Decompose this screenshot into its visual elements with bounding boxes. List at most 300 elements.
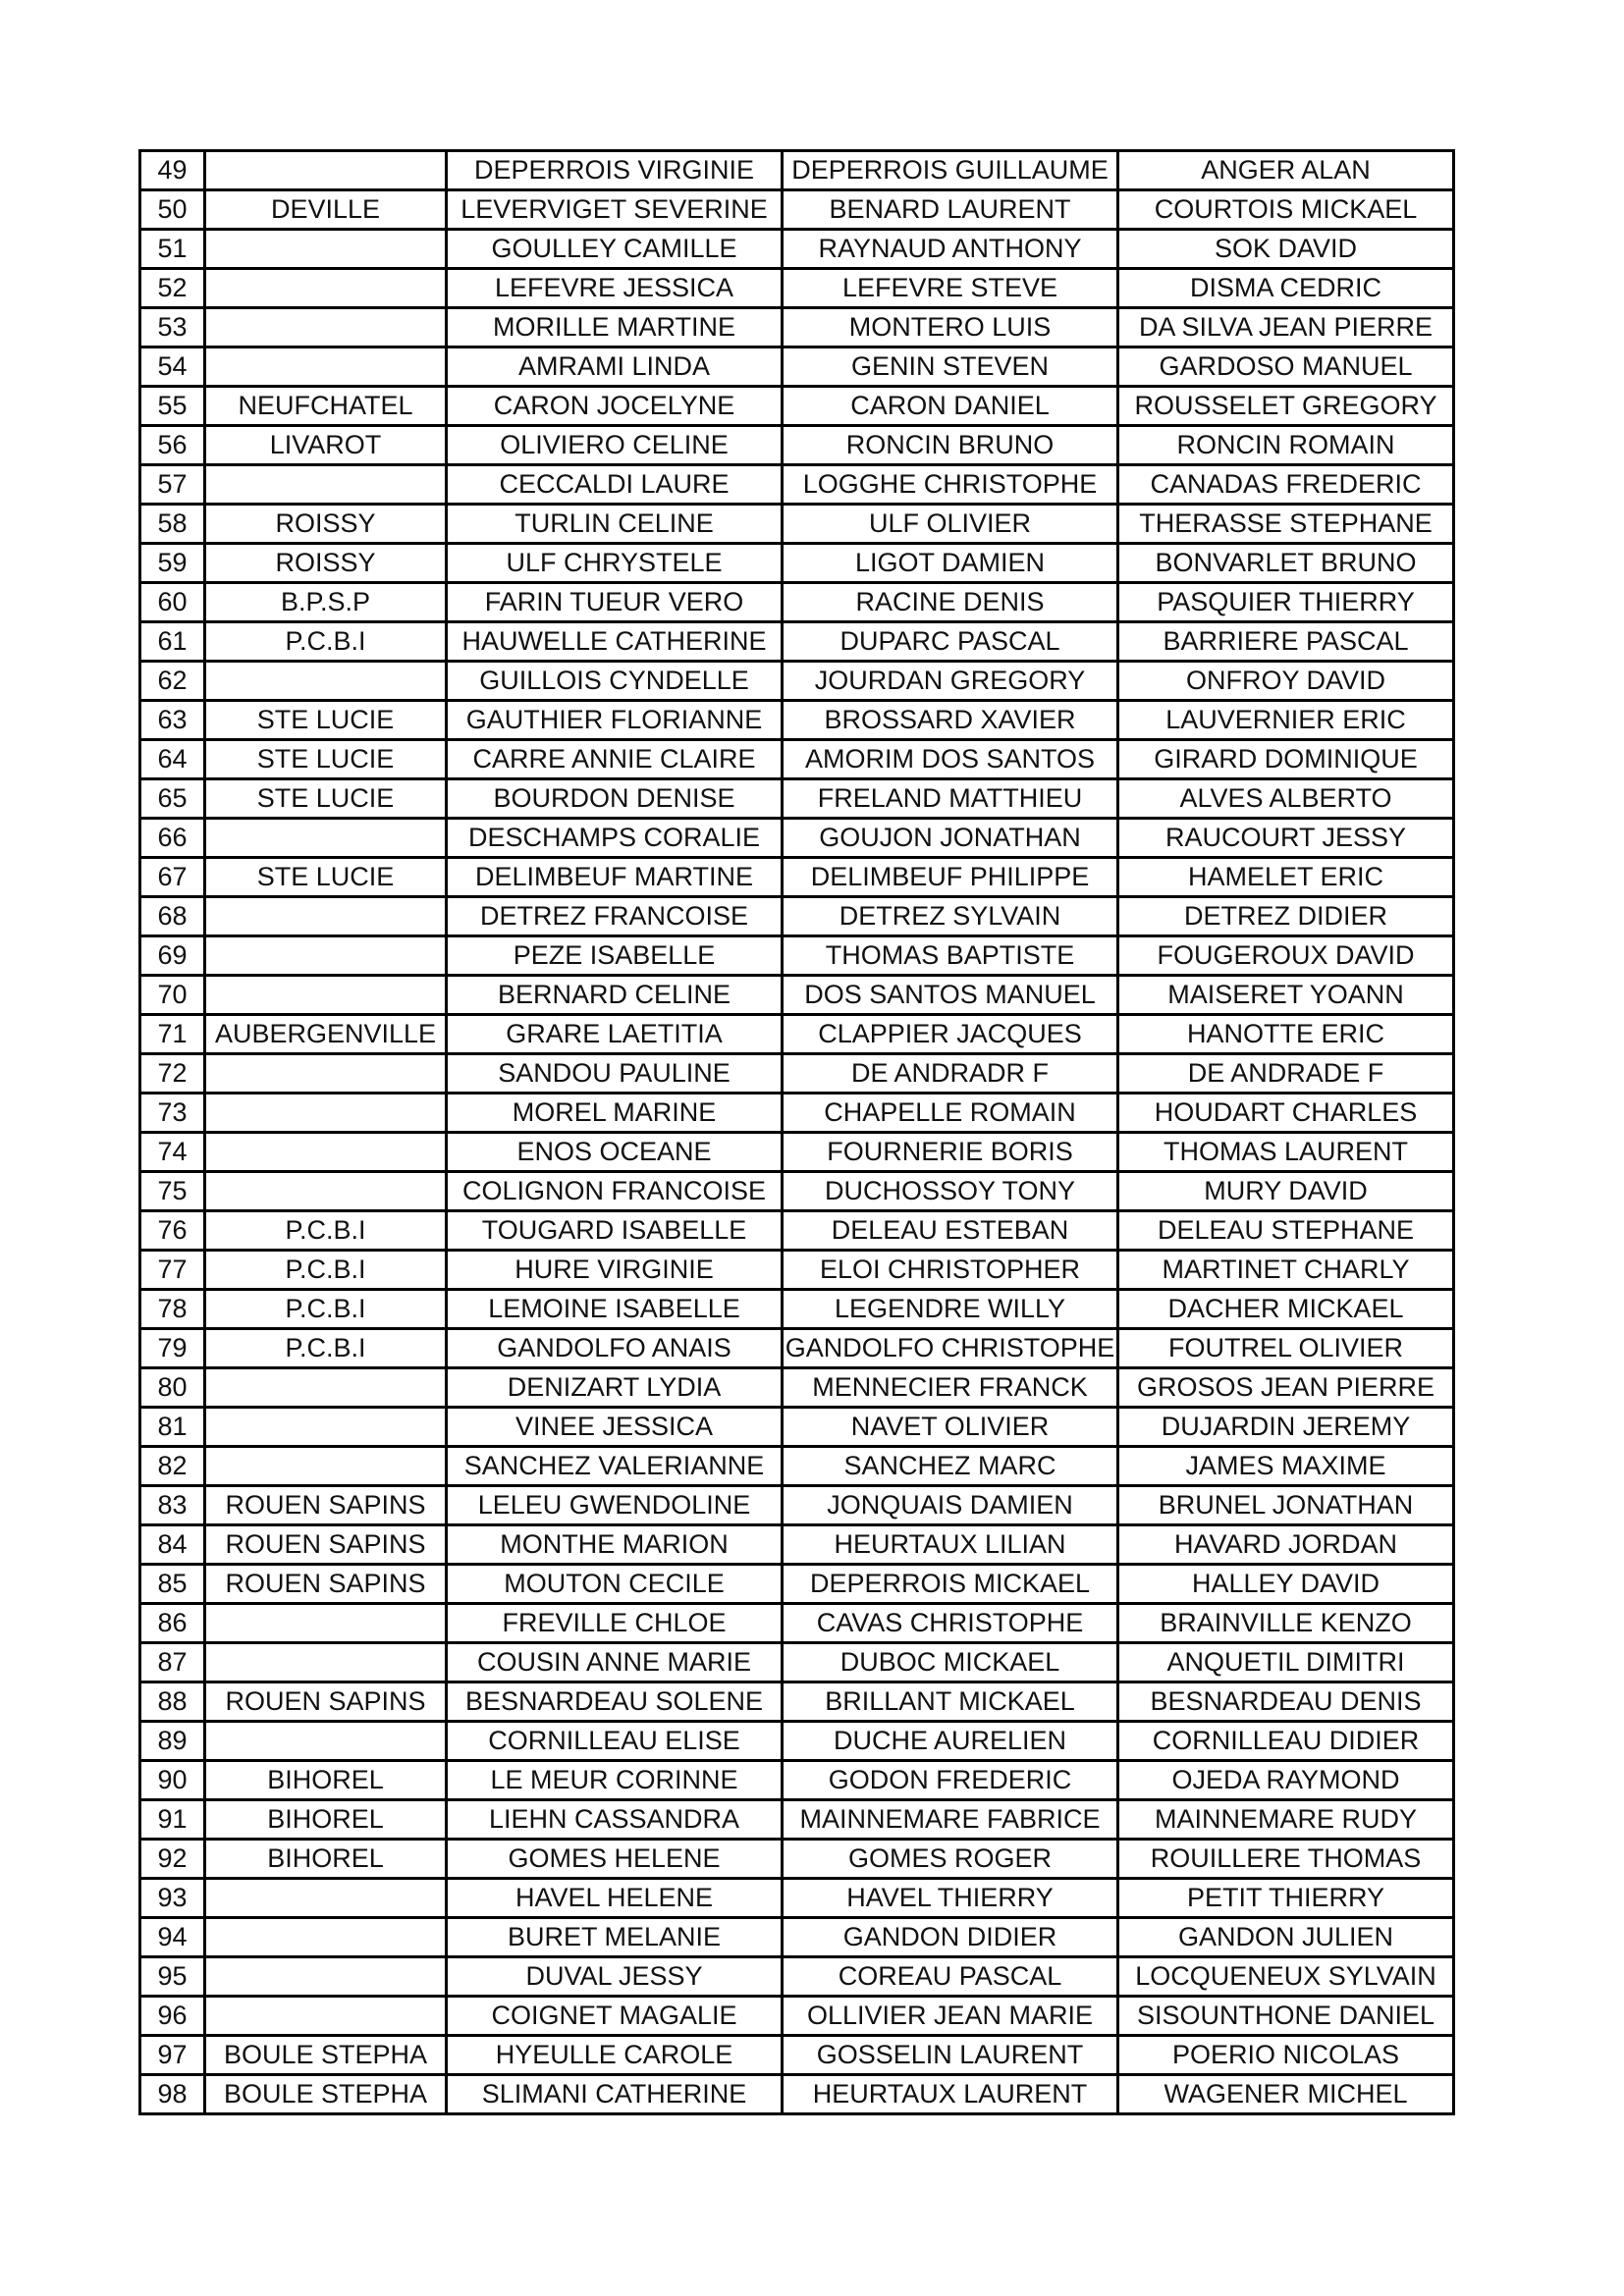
player-2-cell: LIGOT DAMIEN — [783, 544, 1118, 583]
club-cell — [205, 1172, 447, 1211]
club-cell: ROUEN SAPINS — [205, 1486, 447, 1525]
player-1-cell: LE MEUR CORINNE — [447, 1761, 783, 1800]
table-row — [140, 426, 1454, 465]
player-1-cell: AMRAMI LINDA — [447, 347, 783, 387]
table-row — [140, 1408, 1454, 1447]
club-cell — [205, 465, 447, 505]
row-number-cell: 52 — [140, 269, 205, 308]
club-cell — [205, 897, 447, 936]
player-3-cell: DE ANDRADE F — [1118, 1054, 1454, 1094]
club-cell: ROUEN SAPINS — [205, 1682, 447, 1722]
player-2-cell: AMORIM DOS SANTOS — [783, 740, 1118, 779]
player-3-cell: HALLEY DAVID — [1118, 1565, 1454, 1604]
player-2-cell: DUBOC MICKAEL — [783, 1643, 1118, 1682]
row-number-cell: 83 — [140, 1486, 205, 1525]
table-row — [140, 622, 1454, 662]
player-2-cell: GANDON DIDIER — [783, 1918, 1118, 1957]
player-2-cell: CAVAS CHRISTOPHE — [783, 1604, 1118, 1643]
player-1-cell: DUVAL JESSY — [447, 1957, 783, 1997]
registration-table — [138, 149, 1455, 2115]
table-row — [140, 1094, 1454, 1133]
player-3-cell: CORNILLEAU DIDIER — [1118, 1722, 1454, 1761]
club-cell: STE LUCIE — [205, 858, 447, 897]
club-cell: NEUFCHATEL — [205, 387, 447, 426]
player-1-cell: SANCHEZ VALERIANNE — [447, 1447, 783, 1486]
player-3-cell: CANADAS FREDERIC — [1118, 465, 1454, 505]
player-1-cell: PEZE ISABELLE — [447, 936, 783, 976]
row-number-cell: 59 — [140, 544, 205, 583]
table-row — [140, 1565, 1454, 1604]
club-cell — [205, 1879, 447, 1918]
table-row — [140, 1840, 1454, 1879]
table-row — [140, 583, 1454, 622]
row-number-cell: 91 — [140, 1800, 205, 1840]
table-row — [140, 1525, 1454, 1565]
player-1-cell: ULF CHRYSTELE — [447, 544, 783, 583]
player-2-cell: BROSSARD XAVIER — [783, 701, 1118, 740]
player-1-cell: DENIZART LYDIA — [447, 1368, 783, 1408]
player-1-cell: CARON JOCELYNE — [447, 387, 783, 426]
row-number-cell: 61 — [140, 622, 205, 662]
player-2-cell: HAVEL THIERRY — [783, 1879, 1118, 1918]
player-2-cell: DEPERROIS GUILLAUME — [783, 151, 1118, 190]
player-1-cell: CARRE ANNIE CLAIRE — [447, 740, 783, 779]
row-number-cell: 56 — [140, 426, 205, 465]
row-number-cell: 82 — [140, 1447, 205, 1486]
player-2-cell: SANCHEZ MARC — [783, 1447, 1118, 1486]
player-2-cell: DETREZ SYLVAIN — [783, 897, 1118, 936]
player-2-cell: DUPARC PASCAL — [783, 622, 1118, 662]
player-3-cell: GROSOS JEAN PIERRE — [1118, 1368, 1454, 1408]
player-2-cell: GOSSELIN LAURENT — [783, 2036, 1118, 2075]
player-2-cell: OLLIVIER JEAN MARIE — [783, 1997, 1118, 2036]
club-cell — [205, 1408, 447, 1447]
table-row — [140, 1997, 1454, 2036]
table-row — [140, 308, 1454, 347]
table-row — [140, 1682, 1454, 1722]
club-cell: BIHOREL — [205, 1840, 447, 1879]
player-2-cell: LOGGHE CHRISTOPHE — [783, 465, 1118, 505]
player-3-cell: ALVES ALBERTO — [1118, 779, 1454, 819]
player-2-cell: GOUJON JONATHAN — [783, 819, 1118, 858]
player-1-cell: TOUGARD ISABELLE — [447, 1211, 783, 1251]
club-cell: P.C.B.I — [205, 1211, 447, 1251]
player-3-cell: LAUVERNIER ERIC — [1118, 701, 1454, 740]
player-1-cell: GANDOLFO ANAIS — [447, 1329, 783, 1368]
club-cell — [205, 976, 447, 1015]
player-2-cell: JONQUAIS DAMIEN — [783, 1486, 1118, 1525]
row-number-cell: 54 — [140, 347, 205, 387]
row-number-cell: 58 — [140, 505, 205, 544]
table-row — [140, 1054, 1454, 1094]
player-1-cell: DESCHAMPS CORALIE — [447, 819, 783, 858]
player-2-cell: GOMES ROGER — [783, 1840, 1118, 1879]
player-3-cell: GARDOSO MANUEL — [1118, 347, 1454, 387]
table-row — [140, 1604, 1454, 1643]
player-1-cell: FREVILLE CHLOE — [447, 1604, 783, 1643]
player-3-cell: SISOUNTHONE DANIEL — [1118, 1997, 1454, 2036]
table-row — [140, 1133, 1454, 1172]
player-3-cell: BRAINVILLE KENZO — [1118, 1604, 1454, 1643]
table-row — [140, 1918, 1454, 1957]
player-2-cell: RAYNAUD ANTHONY — [783, 230, 1118, 269]
player-2-cell: MAINNEMARE FABRICE — [783, 1800, 1118, 1840]
player-1-cell: OLIVIERO CELINE — [447, 426, 783, 465]
table-row — [140, 936, 1454, 976]
row-number-cell: 57 — [140, 465, 205, 505]
club-cell — [205, 936, 447, 976]
table-row — [140, 1722, 1454, 1761]
row-number-cell: 51 — [140, 230, 205, 269]
player-3-cell: BRUNEL JONATHAN — [1118, 1486, 1454, 1525]
club-cell — [205, 308, 447, 347]
row-number-cell: 78 — [140, 1290, 205, 1329]
row-number-cell: 64 — [140, 740, 205, 779]
player-2-cell: LEGENDRE WILLY — [783, 1290, 1118, 1329]
club-cell: P.C.B.I — [205, 1329, 447, 1368]
player-3-cell: HOUDART CHARLES — [1118, 1094, 1454, 1133]
club-cell — [205, 1054, 447, 1094]
table-row — [140, 819, 1454, 858]
player-1-cell: HURE VIRGINIE — [447, 1251, 783, 1290]
player-3-cell: ROUSSELET GREGORY — [1118, 387, 1454, 426]
player-2-cell: COREAU PASCAL — [783, 1957, 1118, 1997]
club-cell: ROISSY — [205, 505, 447, 544]
player-3-cell: DUJARDIN JEREMY — [1118, 1408, 1454, 1447]
table-row — [140, 1251, 1454, 1290]
table-row — [140, 1643, 1454, 1682]
club-cell — [205, 1722, 447, 1761]
club-cell: P.C.B.I — [205, 622, 447, 662]
player-2-cell: CARON DANIEL — [783, 387, 1118, 426]
player-1-cell: COIGNET MAGALIE — [447, 1997, 783, 2036]
player-3-cell: GIRARD DOMINIQUE — [1118, 740, 1454, 779]
table-row — [140, 269, 1454, 308]
player-2-cell: NAVET OLIVIER — [783, 1408, 1118, 1447]
row-number-cell: 73 — [140, 1094, 205, 1133]
player-3-cell: MAINNEMARE RUDY — [1118, 1800, 1454, 1840]
club-cell: LIVAROT — [205, 426, 447, 465]
player-3-cell: COURTOIS MICKAEL — [1118, 190, 1454, 230]
club-cell — [205, 1133, 447, 1172]
row-number-cell: 66 — [140, 819, 205, 858]
club-cell: DEVILLE — [205, 190, 447, 230]
row-number-cell: 71 — [140, 1015, 205, 1054]
player-1-cell: DETREZ FRANCOISE — [447, 897, 783, 936]
row-number-cell: 84 — [140, 1525, 205, 1565]
player-1-cell: COUSIN ANNE MARIE — [447, 1643, 783, 1682]
table-row — [140, 897, 1454, 936]
club-cell: P.C.B.I — [205, 1290, 447, 1329]
player-2-cell: RACINE DENIS — [783, 583, 1118, 622]
player-1-cell: LEMOINE ISABELLE — [447, 1290, 783, 1329]
player-2-cell: MENNECIER FRANCK — [783, 1368, 1118, 1408]
club-cell — [205, 1918, 447, 1957]
table-body — [140, 151, 1454, 2114]
player-1-cell: MOREL MARINE — [447, 1094, 783, 1133]
player-2-cell: LEFEVRE STEVE — [783, 269, 1118, 308]
player-1-cell: BOURDON DENISE — [447, 779, 783, 819]
row-number-cell: 95 — [140, 1957, 205, 1997]
player-1-cell: CECCALDI LAURE — [447, 465, 783, 505]
club-cell: STE LUCIE — [205, 740, 447, 779]
row-number-cell: 94 — [140, 1918, 205, 1957]
player-3-cell: DETREZ DIDIER — [1118, 897, 1454, 936]
club-cell: BIHOREL — [205, 1800, 447, 1840]
player-3-cell: WAGENER MICHEL — [1118, 2075, 1454, 2114]
club-cell: B.P.S.P — [205, 583, 447, 622]
player-2-cell: BRILLANT MICKAEL — [783, 1682, 1118, 1722]
player-2-cell: BENARD LAURENT — [783, 190, 1118, 230]
row-number-cell: 49 — [140, 151, 205, 190]
player-3-cell: OJEDA RAYMOND — [1118, 1761, 1454, 1800]
player-1-cell: GOULLEY CAMILLE — [447, 230, 783, 269]
club-cell — [205, 347, 447, 387]
row-number-cell: 85 — [140, 1565, 205, 1604]
player-2-cell: CLAPPIER JACQUES — [783, 1015, 1118, 1054]
player-2-cell: JOURDAN GREGORY — [783, 662, 1118, 701]
player-3-cell: BESNARDEAU DENIS — [1118, 1682, 1454, 1722]
table-row — [140, 505, 1454, 544]
club-cell — [205, 151, 447, 190]
player-1-cell: SLIMANI CATHERINE — [447, 2075, 783, 2114]
table-row — [140, 2075, 1454, 2114]
player-2-cell: DE ANDRADR F — [783, 1054, 1118, 1094]
player-1-cell: FARIN TUEUR VERO — [447, 583, 783, 622]
player-3-cell: THERASSE STEPHANE — [1118, 505, 1454, 544]
player-3-cell: RAUCOURT JESSY — [1118, 819, 1454, 858]
row-number-cell: 50 — [140, 190, 205, 230]
club-cell — [205, 1643, 447, 1682]
table-row — [140, 1211, 1454, 1251]
player-2-cell: DUCHOSSOY TONY — [783, 1172, 1118, 1211]
player-2-cell: FOURNERIE BORIS — [783, 1133, 1118, 1172]
player-3-cell: DISMA CEDRIC — [1118, 269, 1454, 308]
club-cell: BOULE STEPHA — [205, 2075, 447, 2114]
club-cell — [205, 1447, 447, 1486]
club-cell: STE LUCIE — [205, 701, 447, 740]
row-number-cell: 60 — [140, 583, 205, 622]
club-cell: ROUEN SAPINS — [205, 1525, 447, 1565]
club-cell — [205, 1094, 447, 1133]
row-number-cell: 68 — [140, 897, 205, 936]
table-row — [140, 1879, 1454, 1918]
player-3-cell: DACHER MICKAEL — [1118, 1290, 1454, 1329]
player-3-cell: ANGER ALAN — [1118, 151, 1454, 190]
player-3-cell: PASQUIER THIERRY — [1118, 583, 1454, 622]
table-row — [140, 1015, 1454, 1054]
player-3-cell: FOUTREL OLIVIER — [1118, 1329, 1454, 1368]
row-number-cell: 55 — [140, 387, 205, 426]
table-row — [140, 976, 1454, 1015]
row-number-cell: 77 — [140, 1251, 205, 1290]
player-3-cell: JAMES MAXIME — [1118, 1447, 1454, 1486]
player-3-cell: POERIO NICOLAS — [1118, 2036, 1454, 2075]
club-cell — [205, 1957, 447, 1997]
row-number-cell: 87 — [140, 1643, 205, 1682]
player-2-cell: DUCHE AURELIEN — [783, 1722, 1118, 1761]
player-1-cell: LEVERVIGET SEVERINE — [447, 190, 783, 230]
player-1-cell: COLIGNON FRANCOISE — [447, 1172, 783, 1211]
row-number-cell: 81 — [140, 1408, 205, 1447]
player-2-cell: HEURTAUX LILIAN — [783, 1525, 1118, 1565]
player-2-cell: ULF OLIVIER — [783, 505, 1118, 544]
player-3-cell: MURY DAVID — [1118, 1172, 1454, 1211]
player-1-cell: CORNILLEAU ELISE — [447, 1722, 783, 1761]
table-row — [140, 662, 1454, 701]
player-1-cell: BERNARD CELINE — [447, 976, 783, 1015]
player-3-cell: BONVARLET BRUNO — [1118, 544, 1454, 583]
club-cell: BOULE STEPHA — [205, 2036, 447, 2075]
player-1-cell: SANDOU PAULINE — [447, 1054, 783, 1094]
row-number-cell: 75 — [140, 1172, 205, 1211]
row-number-cell: 86 — [140, 1604, 205, 1643]
player-1-cell: GOMES HELENE — [447, 1840, 783, 1879]
player-2-cell: RONCIN BRUNO — [783, 426, 1118, 465]
player-2-cell: GODON FREDERIC — [783, 1761, 1118, 1800]
club-cell: AUBERGENVILLE — [205, 1015, 447, 1054]
table-row — [140, 347, 1454, 387]
table-row — [140, 2036, 1454, 2075]
table-row — [140, 1800, 1454, 1840]
player-2-cell: GENIN STEVEN — [783, 347, 1118, 387]
row-number-cell: 70 — [140, 976, 205, 1015]
club-cell — [205, 1368, 447, 1408]
table-row — [140, 1957, 1454, 1997]
player-2-cell: FRELAND MATTHIEU — [783, 779, 1118, 819]
player-1-cell: VINEE JESSICA — [447, 1408, 783, 1447]
player-2-cell: DELIMBEUF PHILIPPE — [783, 858, 1118, 897]
player-1-cell: GAUTHIER FLORIANNE — [447, 701, 783, 740]
player-1-cell: MOUTON CECILE — [447, 1565, 783, 1604]
player-3-cell: HANOTTE ERIC — [1118, 1015, 1454, 1054]
row-number-cell: 69 — [140, 936, 205, 976]
row-number-cell: 79 — [140, 1329, 205, 1368]
club-cell — [205, 662, 447, 701]
player-3-cell: ANQUETIL DIMITRI — [1118, 1643, 1454, 1682]
row-number-cell: 80 — [140, 1368, 205, 1408]
table-row — [140, 230, 1454, 269]
club-cell: ROUEN SAPINS — [205, 1565, 447, 1604]
player-3-cell: BARRIERE PASCAL — [1118, 622, 1454, 662]
player-1-cell: BESNARDEAU SOLENE — [447, 1682, 783, 1722]
row-number-cell: 89 — [140, 1722, 205, 1761]
club-cell: BIHOREL — [205, 1761, 447, 1800]
player-3-cell: RONCIN ROMAIN — [1118, 426, 1454, 465]
table-row — [140, 779, 1454, 819]
row-number-cell: 98 — [140, 2075, 205, 2114]
table-row — [140, 1172, 1454, 1211]
table-row — [140, 701, 1454, 740]
table-row — [140, 858, 1454, 897]
table-row — [140, 1329, 1454, 1368]
player-1-cell: LIEHN CASSANDRA — [447, 1800, 783, 1840]
club-cell — [205, 819, 447, 858]
player-3-cell: MARTINET CHARLY — [1118, 1251, 1454, 1290]
club-cell — [205, 1997, 447, 2036]
club-cell — [205, 230, 447, 269]
player-3-cell: ROUILLERE THOMAS — [1118, 1840, 1454, 1879]
club-cell — [205, 269, 447, 308]
player-1-cell: LELEU GWENDOLINE — [447, 1486, 783, 1525]
row-number-cell: 93 — [140, 1879, 205, 1918]
table-row — [140, 1368, 1454, 1408]
player-1-cell: GUILLOIS CYNDELLE — [447, 662, 783, 701]
player-2-cell: ELOI CHRISTOPHER — [783, 1251, 1118, 1290]
player-2-cell: DEPERROIS MICKAEL — [783, 1565, 1118, 1604]
player-3-cell: FOUGEROUX DAVID — [1118, 936, 1454, 976]
table-row — [140, 387, 1454, 426]
player-2-cell: HEURTAUX LAURENT — [783, 2075, 1118, 2114]
table-row — [140, 465, 1454, 505]
player-3-cell: SOK DAVID — [1118, 230, 1454, 269]
player-2-cell: GANDOLFO CHRISTOPHE — [783, 1329, 1118, 1368]
player-1-cell: HAUWELLE CATHERINE — [447, 622, 783, 662]
player-2-cell: MONTERO LUIS — [783, 308, 1118, 347]
table-row — [140, 1486, 1454, 1525]
row-number-cell: 53 — [140, 308, 205, 347]
player-3-cell: HAMELET ERIC — [1118, 858, 1454, 897]
row-number-cell: 72 — [140, 1054, 205, 1094]
player-3-cell: PETIT THIERRY — [1118, 1879, 1454, 1918]
table-row — [140, 151, 1454, 190]
row-number-cell: 63 — [140, 701, 205, 740]
row-number-cell: 97 — [140, 2036, 205, 2075]
table-row — [140, 544, 1454, 583]
row-number-cell: 92 — [140, 1840, 205, 1879]
player-1-cell: LEFEVRE JESSICA — [447, 269, 783, 308]
player-1-cell: MORILLE MARTINE — [447, 308, 783, 347]
player-3-cell: LOCQUENEUX SYLVAIN — [1118, 1957, 1454, 1997]
table-row — [140, 1447, 1454, 1486]
row-number-cell: 88 — [140, 1682, 205, 1722]
row-number-cell: 76 — [140, 1211, 205, 1251]
player-3-cell: MAISERET YOANN — [1118, 976, 1454, 1015]
row-number-cell: 65 — [140, 779, 205, 819]
table-row — [140, 1290, 1454, 1329]
club-cell: STE LUCIE — [205, 779, 447, 819]
player-2-cell: DELEAU ESTEBAN — [783, 1211, 1118, 1251]
player-1-cell: HYEULLE CAROLE — [447, 2036, 783, 2075]
player-3-cell: HAVARD JORDAN — [1118, 1525, 1454, 1565]
table-row — [140, 740, 1454, 779]
player-1-cell: MONTHE MARION — [447, 1525, 783, 1565]
player-3-cell: DELEAU STEPHANE — [1118, 1211, 1454, 1251]
row-number-cell: 90 — [140, 1761, 205, 1800]
player-3-cell: GANDON JULIEN — [1118, 1918, 1454, 1957]
player-3-cell: THOMAS LAURENT — [1118, 1133, 1454, 1172]
player-1-cell: ENOS OCEANE — [447, 1133, 783, 1172]
player-1-cell: DEPERROIS VIRGINIE — [447, 151, 783, 190]
player-2-cell: THOMAS BAPTISTE — [783, 936, 1118, 976]
club-cell: ROISSY — [205, 544, 447, 583]
player-1-cell: DELIMBEUF MARTINE — [447, 858, 783, 897]
player-1-cell: HAVEL HELENE — [447, 1879, 783, 1918]
row-number-cell: 62 — [140, 662, 205, 701]
table-row — [140, 190, 1454, 230]
player-2-cell: DOS SANTOS MANUEL — [783, 976, 1118, 1015]
row-number-cell: 67 — [140, 858, 205, 897]
club-cell: P.C.B.I — [205, 1251, 447, 1290]
club-cell — [205, 1604, 447, 1643]
player-1-cell: TURLIN CELINE — [447, 505, 783, 544]
player-3-cell: ONFROY DAVID — [1118, 662, 1454, 701]
row-number-cell: 74 — [140, 1133, 205, 1172]
player-1-cell: GRARE LAETITIA — [447, 1015, 783, 1054]
player-2-cell: CHAPELLE ROMAIN — [783, 1094, 1118, 1133]
table-row — [140, 1761, 1454, 1800]
player-1-cell: BURET MELANIE — [447, 1918, 783, 1957]
